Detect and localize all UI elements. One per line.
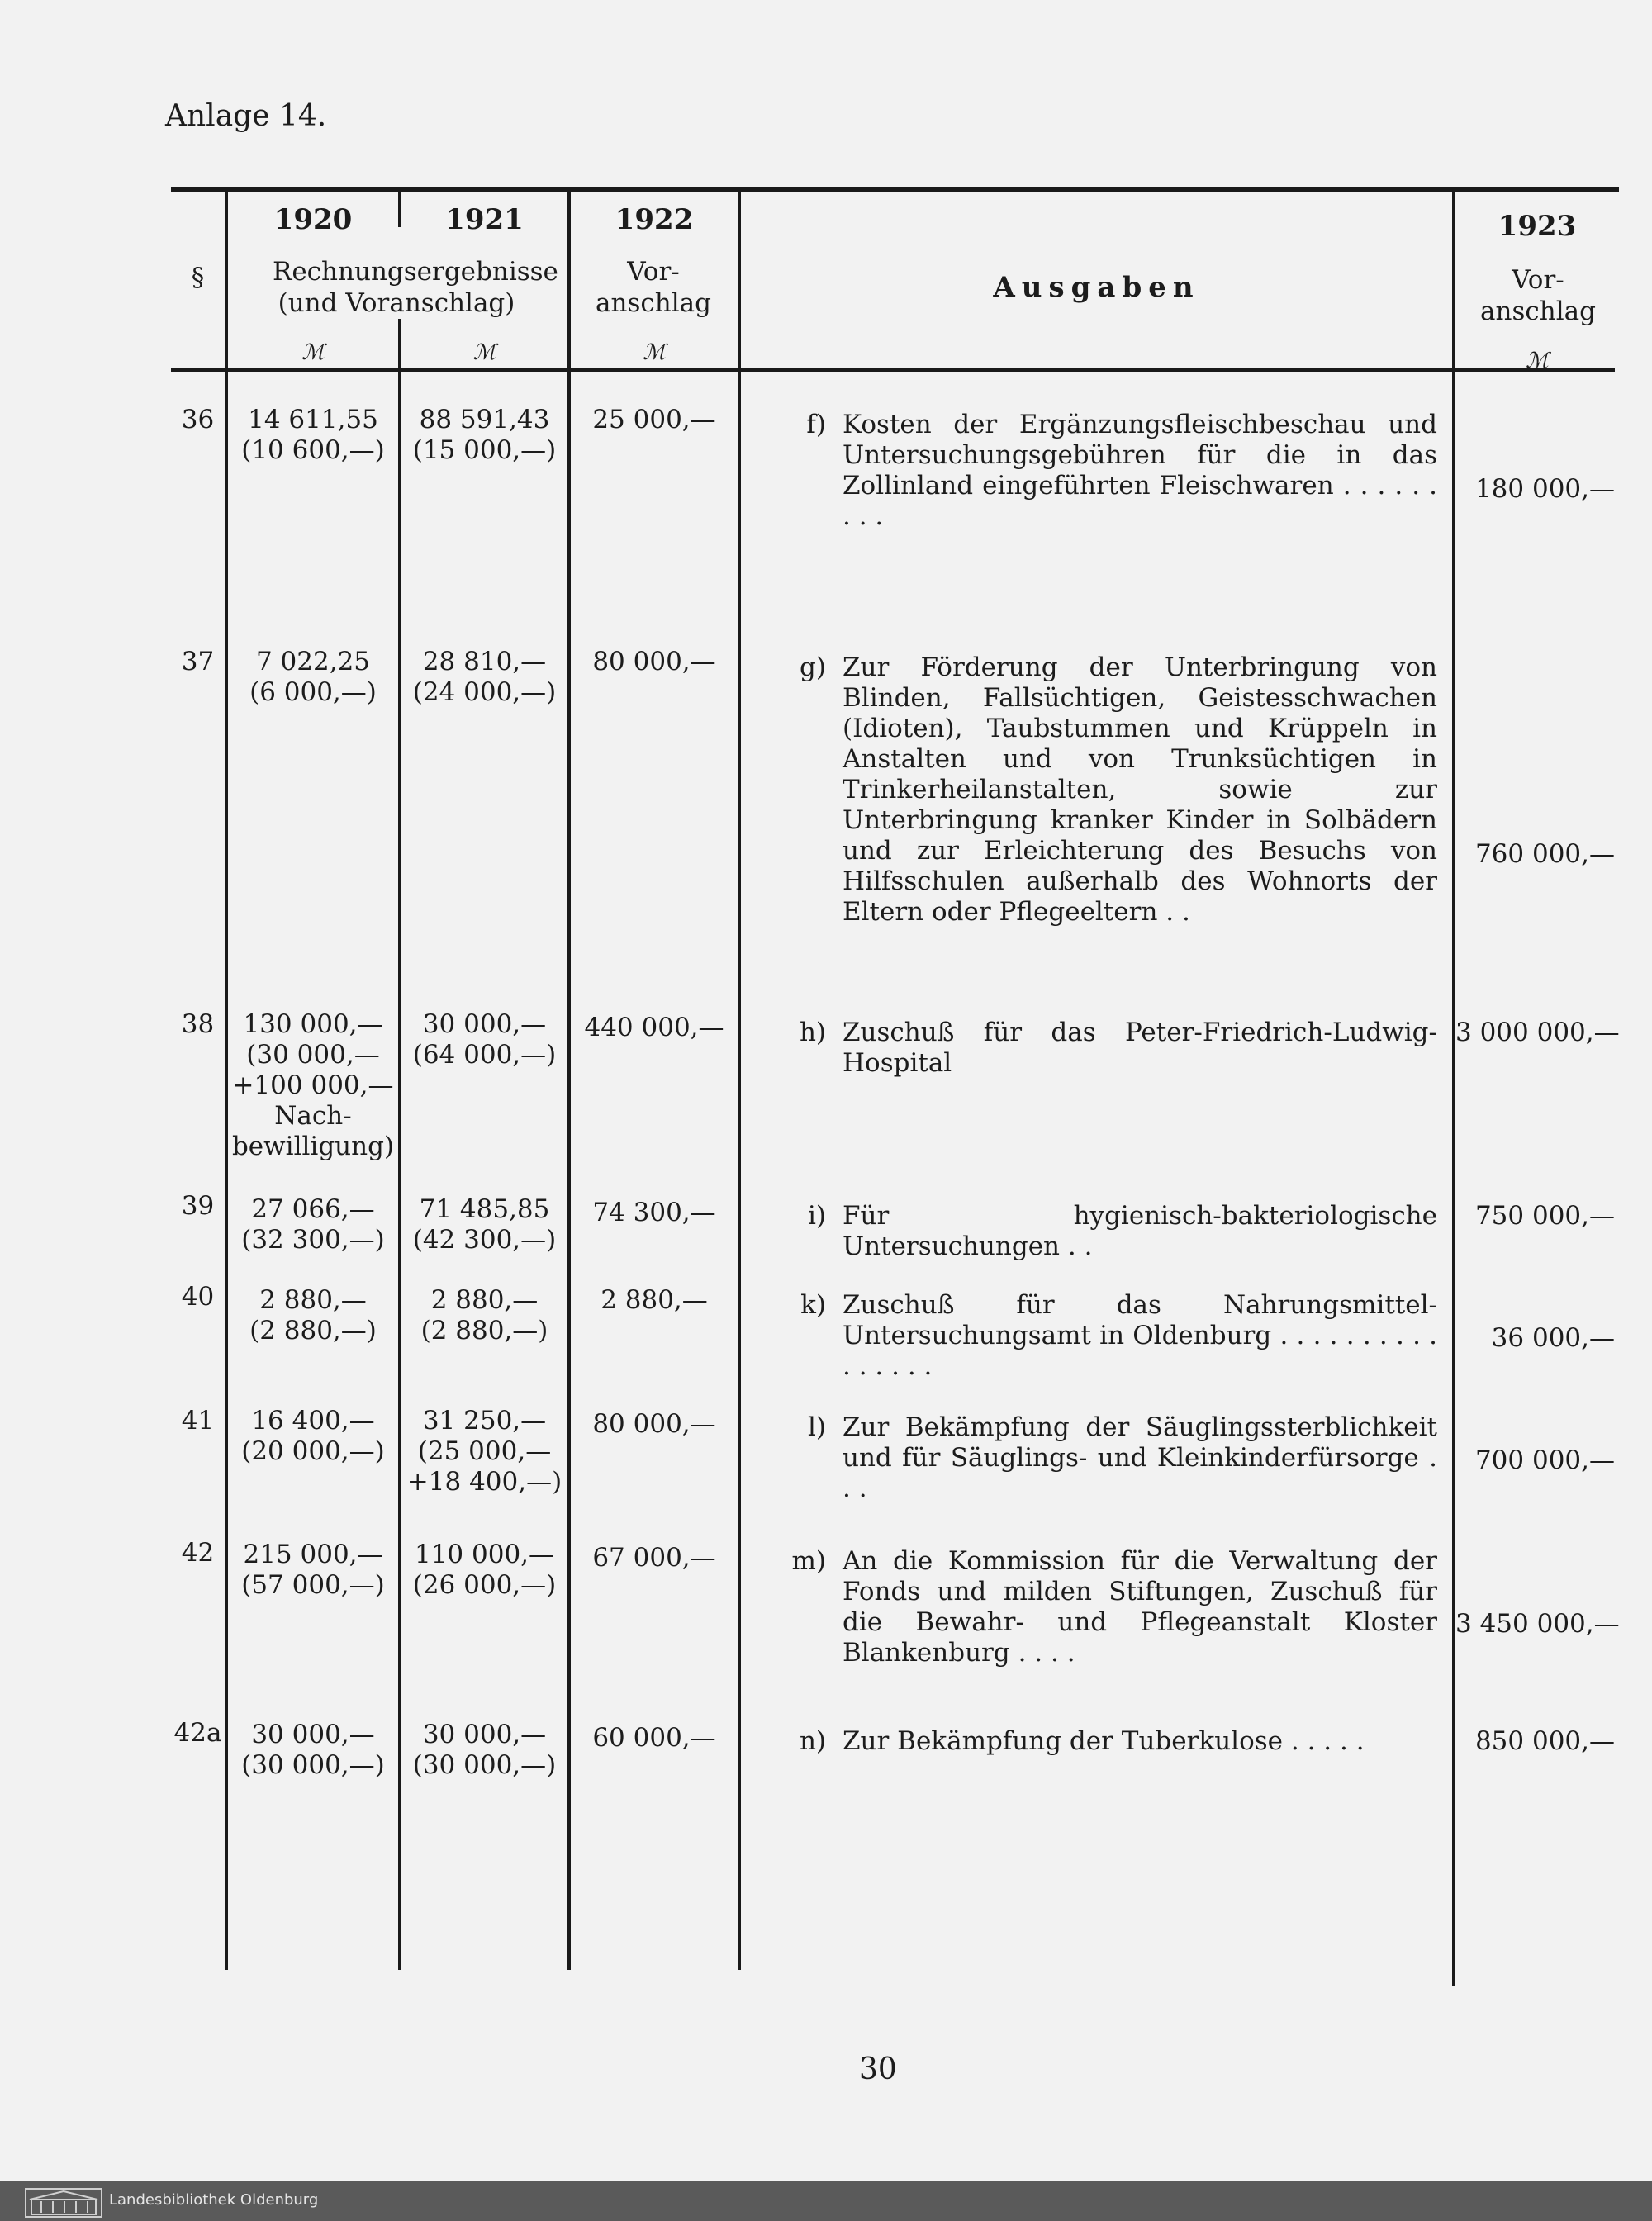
row-value-1922: 440 000,—	[584, 1013, 724, 1042]
row-letter: i)	[807, 1201, 826, 1231]
row-description: Kosten der Ergänzungsfleischbeschau und Untersuchungsgebühren für die in das Zollinland eingeführten Fleischwaren . . . . . . . . .	[843, 410, 1437, 531]
row-value-1923: 760 000,—	[1474, 839, 1615, 869]
header-unit-1923: ℳ	[1526, 349, 1549, 373]
column-divider	[1452, 190, 1455, 1986]
row-value-1922: 80 000,—	[592, 647, 716, 676]
row-value-1921: 31 250,— (25 000,— +18 400,—)	[406, 1406, 563, 1497]
header-results-label: Rechnungsergebnisse (und Voranschlag)	[273, 257, 558, 318]
row-value-1922: 80 000,—	[592, 1409, 716, 1439]
footer-library-name: Landesbibliothek Oldenburg	[109, 2191, 319, 2209]
header-unit-1920: ℳ	[301, 340, 325, 365]
row-value-1923: 3 450 000,—	[1455, 1609, 1620, 1639]
library-footer	[0, 2181, 1652, 2221]
row-value-1921: 30 000,— (30 000,—)	[412, 1720, 557, 1780]
header-unit-1922: ℳ	[643, 340, 666, 365]
row-description: Zur Förderung der Unterbringung von Blinden, Fallsüchtigen, Geistesschwachen (Idioten), Taubstummen und Krüppeln in Anstalten und von Trunksüchtigen in Trinkerheilanstalten, sowie zur Unterbringung kranker Kinder in Solbädern und zur Erleichterung des Besuchs von Hilfsschulen außerhalb des Wohnorts der Eltern oder Pflegeeltern . .	[843, 653, 1437, 927]
row-section: 42	[181, 1538, 215, 1568]
row-value-1923: 850 000,—	[1474, 1726, 1615, 1756]
row-value-1921: 88 591,43 (15 000,—)	[412, 405, 557, 465]
row-letter: k)	[800, 1290, 826, 1320]
column-divider	[738, 190, 741, 1970]
row-section: 39	[181, 1191, 215, 1221]
row-value-1923: 180 000,—	[1474, 474, 1615, 504]
header-expenditures: Ausgaben	[993, 271, 1200, 304]
row-value-1921: 28 810,— (24 000,—)	[412, 647, 557, 707]
row-description: Für hygienisch-bakteriologische Untersuchungen . .	[843, 1201, 1437, 1261]
row-section: 37	[181, 647, 215, 676]
row-value-1920: 2 880,— (2 880,—)	[249, 1285, 377, 1345]
row-value-1922: 25 000,—	[592, 405, 716, 434]
row-value-1920: 27 066,— (32 300,—)	[241, 1194, 385, 1255]
row-value-1920: 30 000,— (30 000,—)	[241, 1720, 385, 1780]
row-value-1922: 67 000,—	[592, 1543, 716, 1573]
row-letter: n)	[799, 1726, 826, 1756]
page-number: 30	[859, 2053, 897, 2086]
row-value-1922: 60 000,—	[592, 1723, 716, 1753]
row-letter: f)	[806, 410, 826, 439]
row-letter: l)	[807, 1412, 826, 1442]
row-value-1923: 3 000 000,—	[1455, 1018, 1620, 1047]
row-value-1920: 7 022,25 (6 000,—)	[249, 647, 377, 707]
row-section: 41	[181, 1406, 215, 1436]
row-letter: m)	[791, 1546, 826, 1576]
row-value-1921: 30 000,— (64 000,—)	[412, 1009, 557, 1070]
row-value-1920: 130 000,— (30 000,— +100 000,— Nach- bewilligung)	[231, 1009, 395, 1161]
header-section-symbol: §	[191, 263, 205, 292]
row-letter: g)	[800, 653, 826, 682]
header-estimate-1923: Vor-anschlag	[1480, 265, 1596, 326]
row-description: An die Kommission für die Verwaltung der Fonds und milden Stiftungen, Zuschuß für die Bewahr- und Pflegeanstalt Kloster Blankenburg . . . .	[843, 1546, 1437, 1668]
library-building-icon	[25, 2188, 102, 2218]
row-value-1923: 700 000,—	[1474, 1445, 1615, 1475]
row-description: Zuschuß für das Nahrungsmittel-Untersuchungsamt in Oldenburg . . . . . . . . . . . . . . . .	[843, 1290, 1437, 1381]
row-section: 36	[181, 405, 215, 434]
header-year-1921: 1921	[445, 203, 524, 236]
row-value-1920: 16 400,— (20 000,—)	[241, 1406, 385, 1466]
header-unit-1921: ℳ	[472, 340, 496, 365]
row-value-1922: 2 880,—	[601, 1285, 708, 1315]
column-divider	[567, 190, 571, 1970]
header-estimate-1922: Vor-anschlag	[596, 257, 711, 318]
row-letter: h)	[799, 1018, 826, 1047]
row-section: 42a	[173, 1718, 222, 1748]
appendix-label: Anlage 14.	[165, 99, 327, 133]
row-value-1920: 215 000,— (57 000,—)	[241, 1540, 385, 1600]
row-description: Zur Bekämpfung der Tuberkulose . . . . .	[843, 1726, 1365, 1756]
table-header-rule	[171, 368, 1615, 372]
row-value-1923: 750 000,—	[1474, 1201, 1615, 1231]
row-value-1921: 110 000,— (26 000,—)	[412, 1540, 557, 1600]
row-value-1921: 71 485,85 (42 300,—)	[412, 1194, 557, 1255]
row-section: 40	[181, 1282, 215, 1312]
table-top-rule	[171, 187, 1619, 192]
header-year-1920: 1920	[273, 203, 353, 236]
row-description: Zur Bekämpfung der Säuglingssterblichkeit und für Säuglings- und Kleinkinderfürsorge . . .	[843, 1412, 1437, 1503]
row-section: 38	[181, 1009, 215, 1039]
row-value-1923: 36 000,—	[1491, 1323, 1615, 1353]
row-value-1920: 14 611,55 (10 600,—)	[241, 405, 385, 465]
row-value-1921: 2 880,— (2 880,—)	[420, 1285, 548, 1345]
row-value-1922: 74 300,—	[592, 1198, 716, 1227]
row-description: Zuschuß für das Peter-Friedrich-Ludwig-Hospital	[843, 1018, 1437, 1078]
header-year-1922: 1922	[615, 203, 694, 236]
header-year-1923: 1923	[1498, 210, 1577, 243]
